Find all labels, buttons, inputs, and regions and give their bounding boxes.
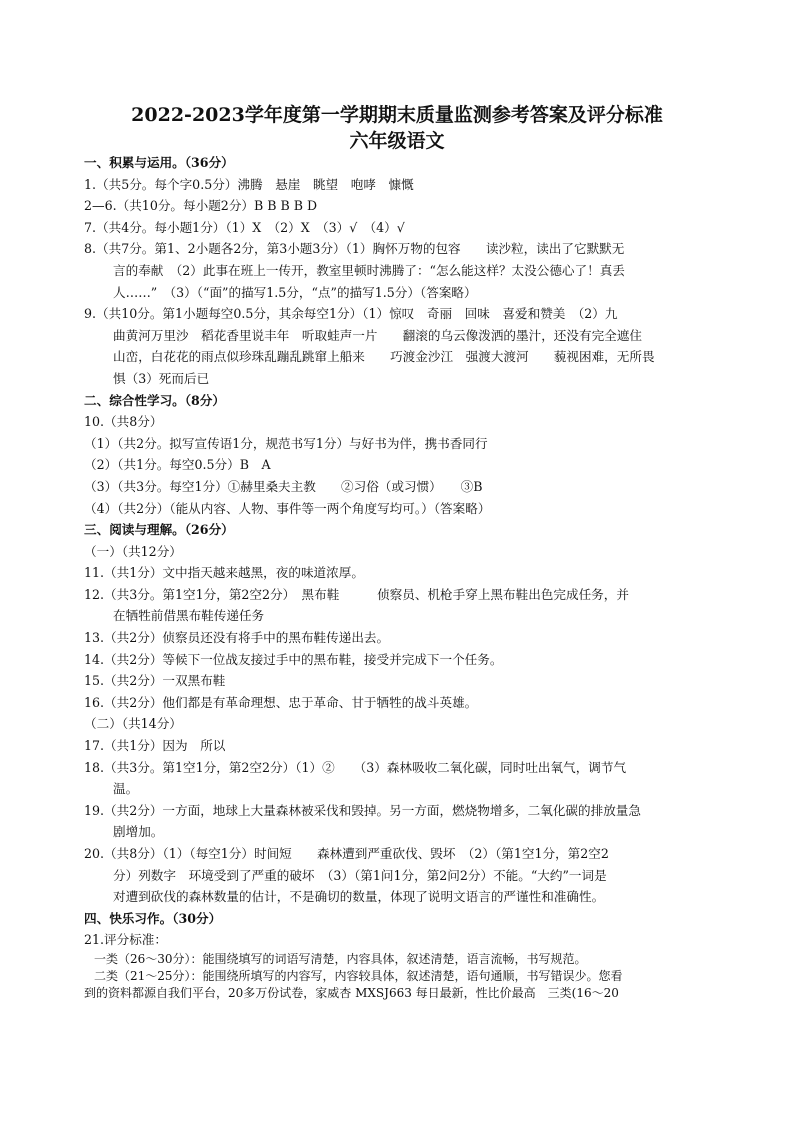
answer-line: （1）（共2分。拟写宣传语1分，规范书写1分）与好书为伴，携书香同行 xyxy=(84,435,488,451)
answer-line: 21.评分标准： xyxy=(84,932,167,948)
answer-line: 11.（共1分）文中指天越来越黑，夜的味道浓厚。 xyxy=(84,565,364,581)
grading-criteria-line: 二类（21～25分）：能围绕所填写的内容写，内容较具体，叙述清楚，语句通顺，书写错误少。您看 xyxy=(94,968,623,983)
document-body xyxy=(84,152,712,1002)
section-heading: 一、积累与运用。（36分） xyxy=(84,155,234,170)
answer-line: 7.（共4分。每小题1分）（1）X （2）X （3）√ （4）√ xyxy=(84,219,405,235)
answer-line: 16.（共2分）他们都是有革命理想、忠于革命、甘于牺牲的战斗英雄。 xyxy=(84,694,478,710)
answer-line: 20.（共8分）（1）（每空1分）时间短 森林遭到严重砍伐、毁坏 （2）（第1空1分，第2空2 xyxy=(84,846,609,861)
answer-line-continued: 分）列数字 环境受到了严重的破坏 （3）（第1问1分，第2问2分）不能。“大约”一词是 xyxy=(113,867,607,883)
section-heading: 二、综合性学习。（8分） xyxy=(84,392,225,408)
answer-line: 2—6.（共10分。每小题2分）B B B B D xyxy=(84,198,318,214)
answer-line-continued: 惧（3）死而后已 xyxy=(113,370,210,386)
answer-line: 13.（共2分）侦察员还没有将手中的黑布鞋传递出去。 xyxy=(84,630,390,646)
subsection-heading: （二）（共14分） xyxy=(84,716,182,732)
answer-line-continued: 人……” （3）（“面”的描写1.5分，“点”的描写1.5分）（答案略） xyxy=(113,284,477,300)
document-title: 2022-2023学年度第一学期期末质量监测参考答案及评分标准 xyxy=(131,104,663,126)
answer-line-continued: 山峦，白花花的雨点似珍珠乱蹦乱跳窜上船来 巧渡金沙江 强渡大渡河 藐视困难，无所畏 xyxy=(113,349,655,365)
answer-line-continued: 曲黄河万里沙 稻花香里说丰年 听取蛙声一片 翻滚的乌云像泼洒的墨汁，还没有完全遮住 xyxy=(113,327,642,343)
grading-criteria-line: 一类（26～30分）：能围绕填写的词语写清楚，内容具体，叙述清楚，语言流畅，书写规范。 xyxy=(94,951,587,966)
answer-line: （2）（共1分。每空0.5分）B A xyxy=(84,457,271,473)
answer-line-continued: 言的奉献 （2）此事在班上一传开，教室里顿时沸腾了：“怎么能这样？太没公德心了！真丢 xyxy=(113,262,625,278)
subsection-heading: （一）（共12分） xyxy=(84,543,182,559)
answer-line: 1.（共5分。每个字0.5分）沸腾 悬崖 眺望 咆哮 慷慨 xyxy=(84,176,414,192)
grading-criteria-line: 到的资料都源自我们平台，20多万份试卷，家威杏 MXSJ663 每日最新，性比价最高 三类(16～20 xyxy=(84,985,619,1000)
answer-line: （3）（共3分。每空1分）①赫里桑夫主教 ②习俗（或习惯） ③B xyxy=(84,478,483,494)
answer-line-continued: 剧增加。 xyxy=(113,824,164,840)
answer-line-continued: 在牺牲前借黑布鞋传递任务 xyxy=(113,608,265,624)
answer-line: （4）（共2分）（能从内容、人物、事件等一两个角度写均可。）（答案略） xyxy=(84,500,491,516)
answer-line: 14.（共2分）等候下一位战友接过手中的黑布鞋，接受并完成下一个任务。 xyxy=(84,651,503,667)
answer-line-continued: 对遭到砍伐的森林数量的估计，不是确切的数量，体现了说明文语言的严谨性和准确性。 xyxy=(113,889,605,905)
section-heading: 四、快乐习作。（30分） xyxy=(84,910,222,926)
answer-line: 8.（共7分。第1、2小题各2分，第3小题3分）（1）胸怀万物的包容 读沙粒，读出了它默默无 xyxy=(84,241,625,257)
section-heading: 三、阅读与理解。（26分） xyxy=(84,522,234,538)
answer-line: 17.（共1分）因为 所以 xyxy=(84,738,226,754)
answer-line: 19.（共2分）一方面，地球上大量森林被采伐和毁掉。另一方面，燃烧物增多，二氧化碳的排放量急 xyxy=(84,802,641,818)
document-subtitle: 六年级语文 xyxy=(349,130,445,152)
answer-line: 12.（共3分。第1空1分，第2空2分） 黑布鞋 侦察员、机枪手穿上黑布鞋出色完成任务，并 xyxy=(84,586,629,602)
answer-line: 10.（共8分） xyxy=(84,414,163,430)
answer-line: 9.（共10分。第1小题每空0.5分，其余每空1分）（1）惊叹 奇丽 回味 喜爱和赞美 （2）九 xyxy=(84,306,618,322)
answer-line-continued: 温。 xyxy=(113,781,139,797)
answer-line: 15.（共2分）一双黑布鞋 xyxy=(84,673,226,689)
answer-line: 18.（共3分。第1空1分，第2空2分）（1）② （3）森林吸收二氧化碳，同时吐出氧气，调节气 xyxy=(84,759,627,775)
